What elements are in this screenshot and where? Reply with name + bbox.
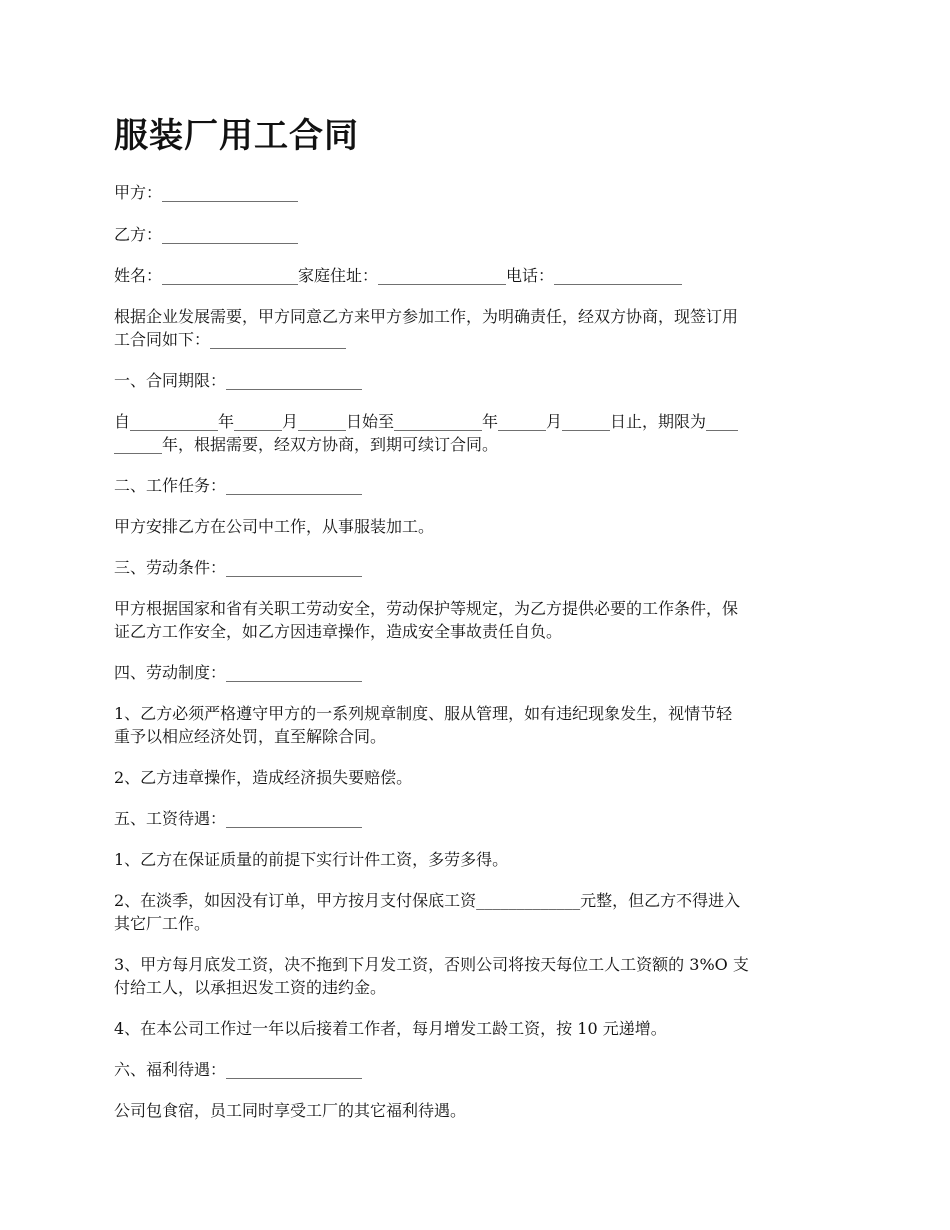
rules-item-1-line-1: 1、乙方必须严格遵守甲方的一系列规章制度、服从管理，如有违纪现象发生，视情节轻 bbox=[114, 704, 733, 723]
term-line-1: 自___________年______月______日始至___________年______月______日止，期限为____ bbox=[114, 412, 739, 431]
document-title: 服装厂用工合同 bbox=[114, 116, 359, 156]
section-1-heading: 一、合同期限：_________________ bbox=[114, 371, 363, 390]
conditions-line-2: 证乙方工作安全，如乙方因违章操作，造成安全事故责任自负。 bbox=[114, 622, 563, 641]
preamble-line-1: 根据企业发展需要，甲方同意乙方来甲方参加工作，为明确责任，经双方协商，现签订用 bbox=[114, 307, 739, 326]
task-paragraph: 甲方安排乙方在公司中工作，从事服装加工。 bbox=[114, 517, 435, 536]
wage-item-4: 4、在本公司工作过一年以后接着工作者，每月增发工龄工资，按 10 元递增。 bbox=[114, 1019, 667, 1038]
section-6-heading: 六、福利待遇：_________________ bbox=[114, 1060, 363, 1079]
party-b-line: 乙方：_________________ bbox=[114, 225, 299, 244]
wage-item-3-line-2: 付给工人，以承担迟发工资的违约金。 bbox=[114, 978, 387, 997]
section-5-heading: 五、工资待遇：_________________ bbox=[114, 809, 363, 828]
party-a-line: 甲方：_________________ bbox=[114, 183, 299, 202]
wage-item-1: 1、乙方在保证质量的前提下实行计件工资，多劳多得。 bbox=[114, 850, 509, 869]
wage-item-3-line-1: 3、甲方每月底发工资，决不拖到下月发工资，否则公司将按天每位工人工资额的 3%O 支 bbox=[114, 955, 749, 974]
section-4-heading: 四、劳动制度：_________________ bbox=[114, 663, 363, 682]
wage-item-2-line-1: 2、在淡季，如因没有订单，甲方按月支付保底工资_____________元整，但乙方不得进入 bbox=[114, 891, 741, 910]
term-line-2: ______年，根据需要，经双方协商，到期可续订合同。 bbox=[114, 435, 499, 454]
wage-item-2-line-2: 其它厂工作。 bbox=[114, 914, 211, 933]
preamble-line-2: 工合同如下：_________________ bbox=[114, 330, 347, 349]
conditions-line-1: 甲方根据国家和省有关职工劳动安全，劳动保护等规定，为乙方提供必要的工作条件，保 bbox=[114, 599, 739, 618]
section-3-heading: 三、劳动条件：_________________ bbox=[114, 558, 363, 577]
personal-info-line: 姓名：_________________家庭住址：________________电话：________________ bbox=[114, 266, 683, 285]
benefits-paragraph: 公司包食宿，员工同时享受工厂的其它福利待遇。 bbox=[114, 1101, 467, 1120]
rules-item-1-line-2: 重予以相应经济处罚，直至解除合同。 bbox=[114, 727, 387, 746]
rules-item-2: 2、乙方违章操作，造成经济损失要赔偿。 bbox=[114, 768, 413, 787]
section-2-heading: 二、工作任务：_________________ bbox=[114, 476, 363, 495]
